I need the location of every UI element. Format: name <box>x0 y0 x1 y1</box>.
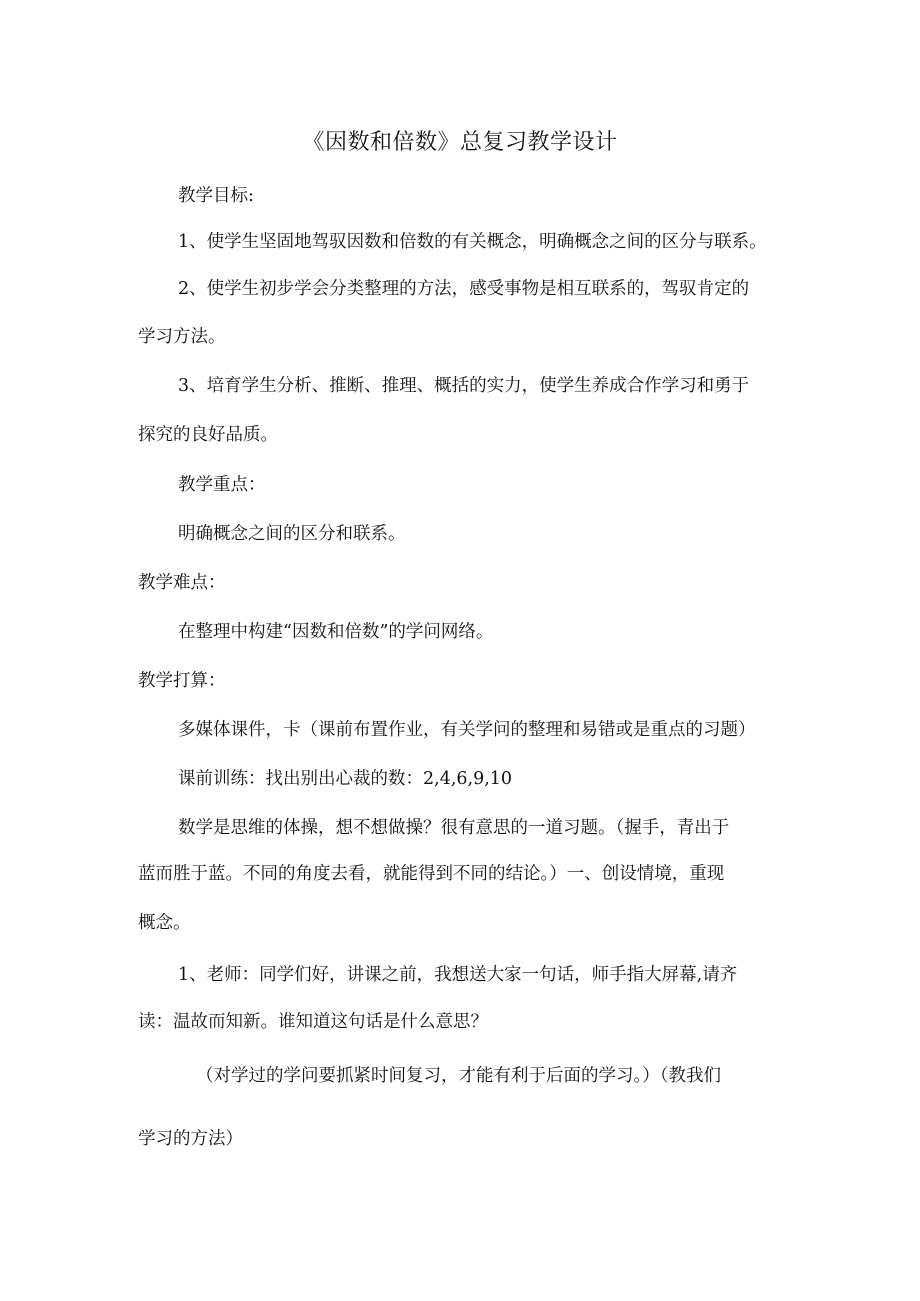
paragraph-math-line-3: 概念。 <box>138 913 191 933</box>
objective-3-line-1: 3、培育学生分析、推断、推理、概括的实力，使学生养成合作学习和勇于 <box>178 376 750 396</box>
objective-1: 1、使学生坚固地驾驭因数和倍数的有关概念，明确概念之间的区分与联系。 <box>178 232 767 252</box>
key-points-text: 明确概念之间的区分和联系。 <box>178 524 406 544</box>
teacher-line-2: 读：温故而知新。谁知道这句话是什么意思？ <box>138 1012 488 1032</box>
note-line-1: （对学过的学问要抓紧时间复习，才能有利于后面的学习。）（教我们 <box>196 1066 721 1086</box>
key-points-heading: 教学重点： <box>178 475 266 495</box>
objective-3-line-2: 探究的良好品质。 <box>138 425 278 445</box>
objective-2-line-1: 2、使学生初步学会分类整理的方法，感受事物是相互联系的，驾驭肯定的 <box>178 279 750 299</box>
preparation-heading: 教学打算： <box>138 671 226 691</box>
note-line-2: 学习的方法） <box>138 1129 243 1149</box>
document-title: 《因数和倍数》总复习教学设计 <box>302 130 618 155</box>
objectives-heading: 教学目标: <box>178 186 254 206</box>
difficulties-text: 在整理中构建“因数和倍数”的学问网络。 <box>178 622 494 642</box>
preparation-text: 多媒体课件，卡（课前布置作业，有关学问的整理和易错或是重点的习题） <box>178 720 756 740</box>
paragraph-math-line-2: 蓝而胜于蓝。不同的角度去看，就能得到不同的结论。）一、创设情境，重现 <box>138 864 725 884</box>
paragraph-math-line-1: 数学是思维的体操，想不想做操？很有意思的一道习题。（握手，青出于 <box>178 818 730 838</box>
teacher-line-1: 1、老师：同学们好，讲课之前，我想送大家一句话，师手指大屏幕,请齐 <box>178 965 738 985</box>
difficulties-heading: 教学难点： <box>138 573 226 593</box>
warmup-text: 课前训练：找出别出心裁的数：2,4,6,9,10 <box>178 769 513 789</box>
objective-2-line-2: 学习方法。 <box>138 327 226 347</box>
